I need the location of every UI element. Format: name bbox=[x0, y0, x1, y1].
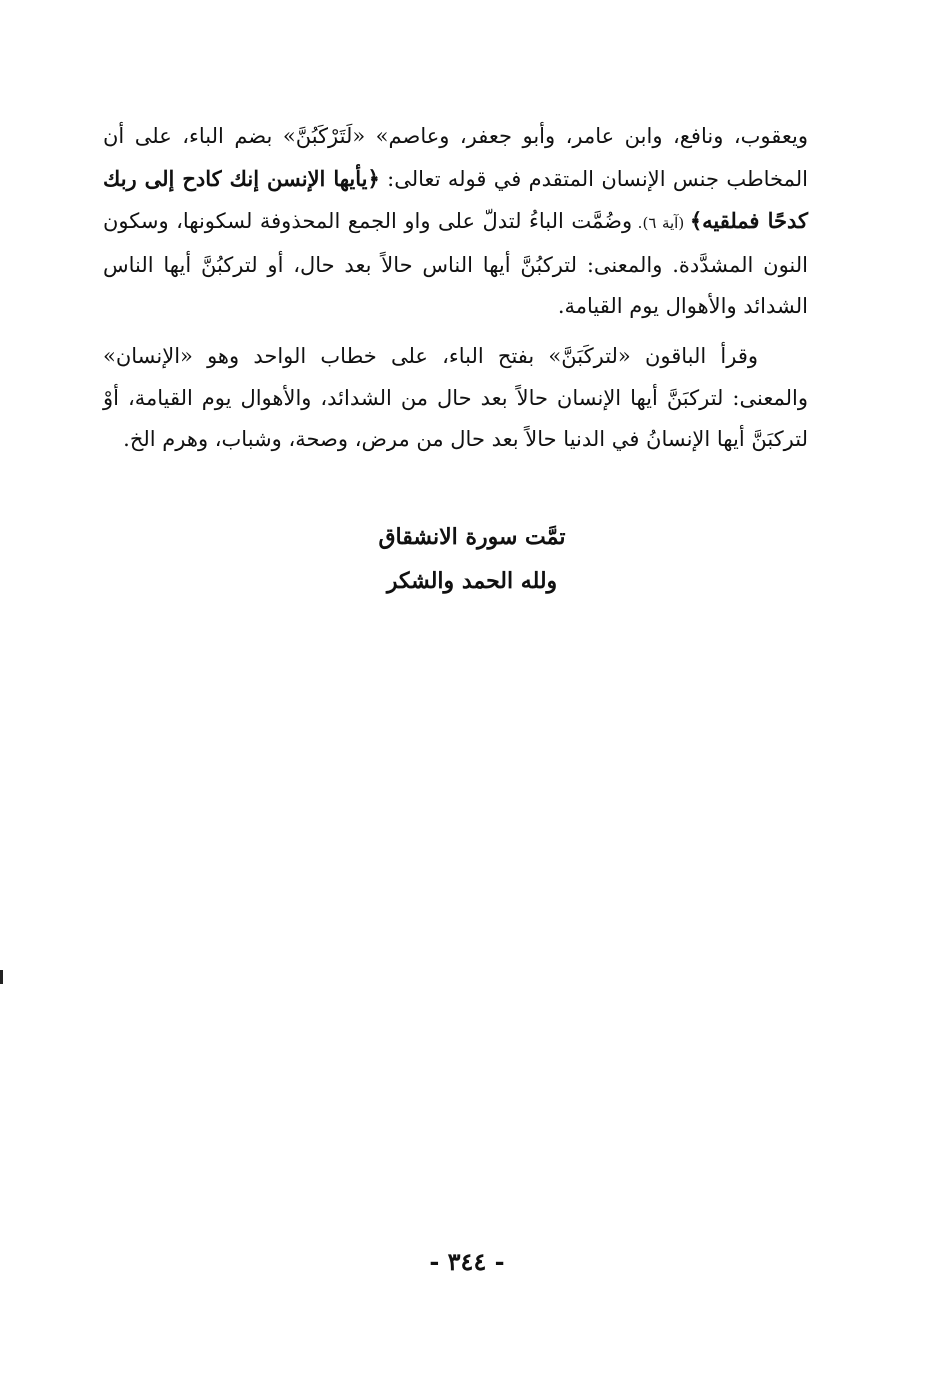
paragraph-2-text: وقرأ الباقون «لتركَبَنَّ» بفتح الباء، على خطاب الواحد وهو «الإنسان» والمعنى: لتركبَنَّ أيها الإنسان حالاً بعد حال من الشدائد، والأهوال يوم القيامة، أوْ لتركبَنَّ أيها الإنسانُ في الدنيا حالاً بعد حال من مرض، وصحة، وشباب، وهرم الخ. bbox=[103, 344, 808, 451]
paragraph-1-before-verse: ويعقوب، ونافع، وابن عامر، وأبو جعفر، وعاصم» «لَتَرْكَبُنَّ» بضم الباء، على أن المخاطب جنس الإنسان المتقدم في قوله تعالى: bbox=[103, 124, 808, 191]
body-paragraph-1 bbox=[103, 116, 808, 328]
body-paragraph-2 bbox=[103, 336, 808, 461]
paragraph-1-text bbox=[103, 116, 808, 328]
surah-end-line: تمَّت سورة الانشقاق bbox=[378, 524, 566, 550]
paragraph-1-after-verse: وضُمَّت الباءُ لتدلّ على واو الجمع المحذوفة لسكونها، وسكون النون المشدَّدة. والمعنى: لتركبُنَّ أيها الناس حالاً بعد حال، أو لتركبُنَّ أيها الناس الشدائد والأهوال يوم القيامة. bbox=[103, 209, 808, 318]
scan-edge-mark bbox=[0, 970, 3, 984]
page-number: - ٣٤٤ - bbox=[429, 1247, 505, 1276]
ayah-reference: (آية ٦). bbox=[632, 214, 690, 232]
praise-line: ولله الحمد والشكر bbox=[386, 568, 558, 594]
quran-verse: ﴿يأيها الإنسن إنك كادح إلى ربك كدحًا فملقيه﴾ bbox=[103, 165, 809, 233]
